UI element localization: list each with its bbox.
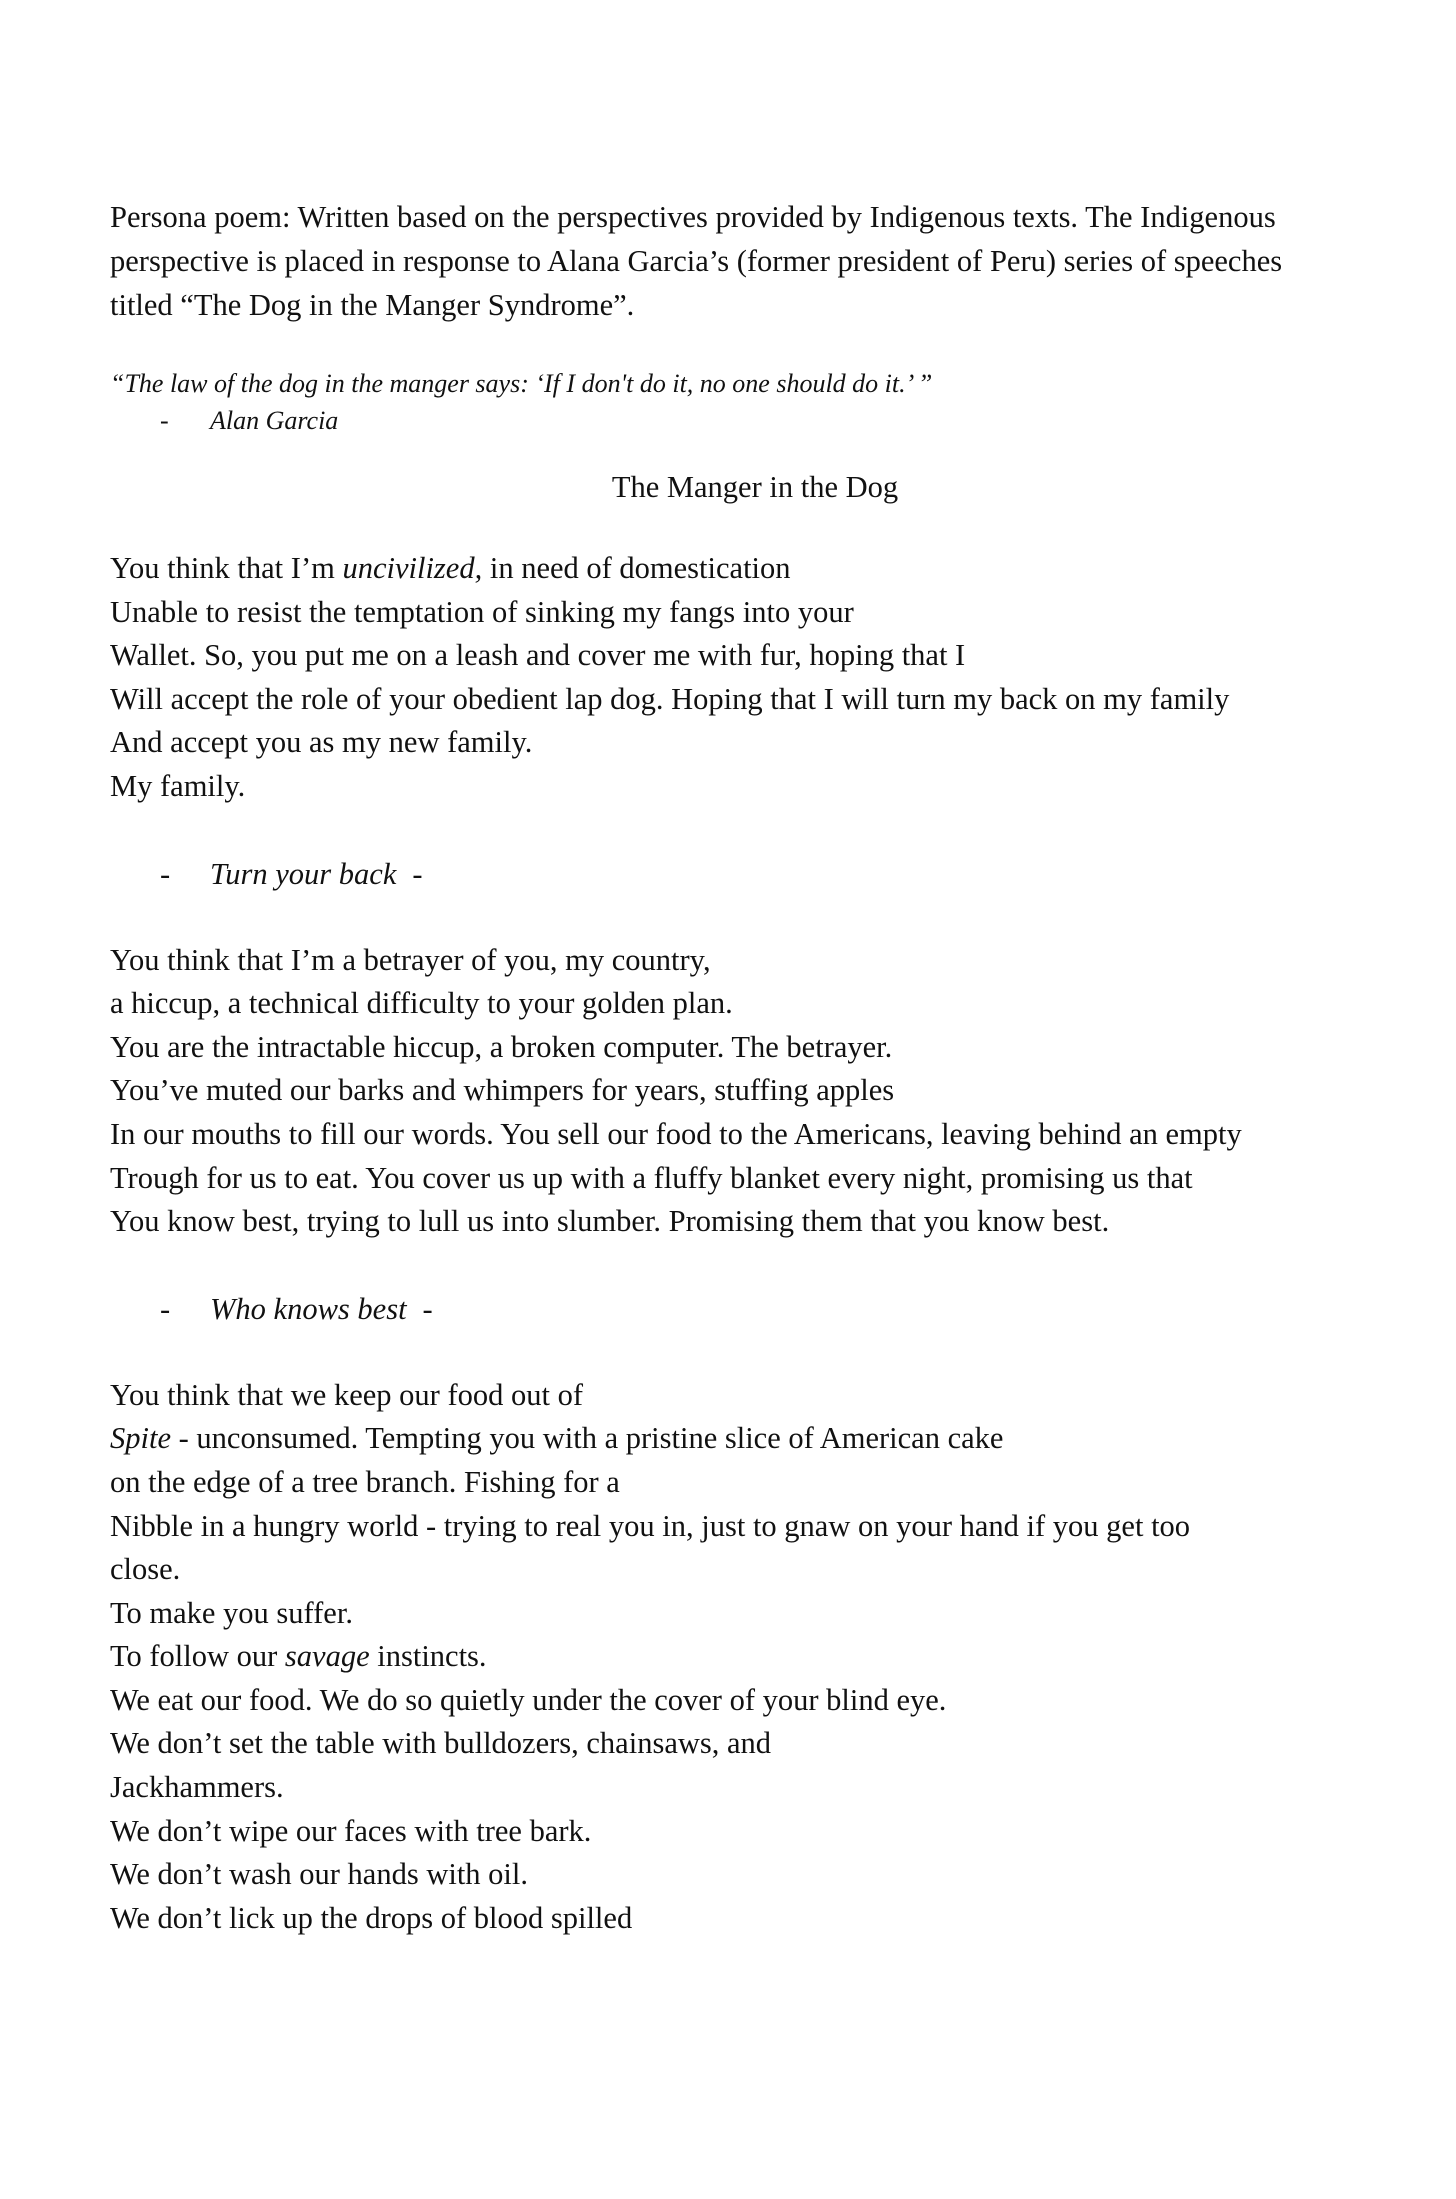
poem-line: We don’t wipe our faces with tree bark. [110, 1813, 592, 1848]
poem-line: To make you suffer. [110, 1595, 353, 1630]
poem-line: You are the intractable hiccup, a broken computer. The betrayer. [110, 1029, 893, 1064]
poem-line: Wallet. So, you put me on a leash and cover me with fur, hoping that I [110, 638, 966, 673]
stanza-1 [110, 547, 1400, 809]
poem-line [110, 547, 1400, 591]
document-page [110, 195, 1400, 1940]
line-text: instincts. [369, 1639, 487, 1674]
poem-line: We don’t lick up the drops of blood spilled [110, 1900, 633, 1935]
poem-line: We eat our food. We do so quietly under the cover of your blind eye. [110, 1682, 947, 1717]
poem-line: We don’t set the table with bulldozers, chainsaws, and [110, 1726, 772, 1761]
poem-line [110, 1635, 1400, 1679]
epigraph-attribution [110, 403, 1400, 439]
emphasis-text: savage [284, 1639, 370, 1674]
line-text: - unconsumed. Tempting you with a pristine slice of American cake [171, 1421, 1004, 1456]
refrain-dash: - [160, 1291, 171, 1326]
poem-line: Nibble in a hungry world - trying to real you in, just to gnaw on your hand if you get too [110, 1508, 1191, 1543]
poem-line: We don’t wash our hands with oil. [110, 1857, 529, 1892]
refrain-dash: - [160, 856, 171, 891]
poem-line [110, 1417, 1400, 1461]
intro-line: Persona poem: Written based on the perspectives provided by Indigenous texts. The Indigenous [110, 200, 1276, 234]
refrain-dash: - [422, 1291, 433, 1326]
poem-line: close. [110, 1552, 181, 1587]
intro-line: perspective is placed in response to Alana Garcia’s (former president of Peru) series of speeches [110, 244, 1283, 278]
refrain-2 [110, 1287, 1400, 1331]
emphasis-text: Spite [110, 1421, 171, 1456]
poem-line: You think that I’m a betrayer of you, my country, [110, 942, 711, 977]
poem-line: You’ve muted our barks and whimpers for years, stuffing apples [110, 1073, 895, 1108]
stanza-3 [110, 1374, 1400, 1941]
poem-line: My family. [110, 768, 246, 803]
poem-line: You think that we keep our food out of [110, 1377, 583, 1412]
attribution-dash: - [160, 406, 169, 435]
intro-line: titled “The Dog in the Manger Syndrome”. [110, 288, 635, 322]
poem-line: Will accept the role of your obedient lap dog. Hoping that I will turn my back on my family [110, 681, 1230, 716]
refrain-dash: - [412, 856, 423, 891]
line-text: You think that I’m [110, 551, 343, 585]
poem-title: The Manger in the Dog [611, 470, 899, 504]
poem-line: And accept you as my new family. [110, 725, 533, 760]
poem-line: a hiccup, a technical difficulty to your golden plan. [110, 986, 733, 1021]
attribution-author: Alan Garcia [210, 406, 339, 435]
poem-line: on the edge of a tree branch. Fishing for a [110, 1464, 620, 1499]
refrain-text: Turn your back [210, 856, 397, 891]
poem-line: In our mouths to fill our words. You sell our food to the Americans, leaving behind an empty [110, 1116, 1242, 1151]
epigraph-quote: “The law of the dog in the manger says: ‘If I don't do it, no one should do it.’ ” [110, 369, 933, 398]
emphasis-text: uncivilized, [342, 551, 483, 585]
line-text: To follow our [110, 1639, 285, 1674]
poem-line: Trough for us to eat. You cover us up with a fluffy blanket every night, promising us that [110, 1160, 1193, 1195]
line-text: in need of domestication [482, 551, 791, 585]
stanza-2 [110, 939, 1400, 1244]
poem-line: Unable to resist the temptation of sinking my fangs into your [110, 594, 854, 629]
intro-paragraph [110, 195, 1400, 327]
refrain-text: Who knows best [210, 1291, 407, 1326]
poem-line: Jackhammers. [110, 1770, 284, 1805]
refrain-1 [110, 852, 1400, 896]
poem-line: You know best, trying to lull us into slumber. Promising them that you know best. [110, 1204, 1110, 1239]
